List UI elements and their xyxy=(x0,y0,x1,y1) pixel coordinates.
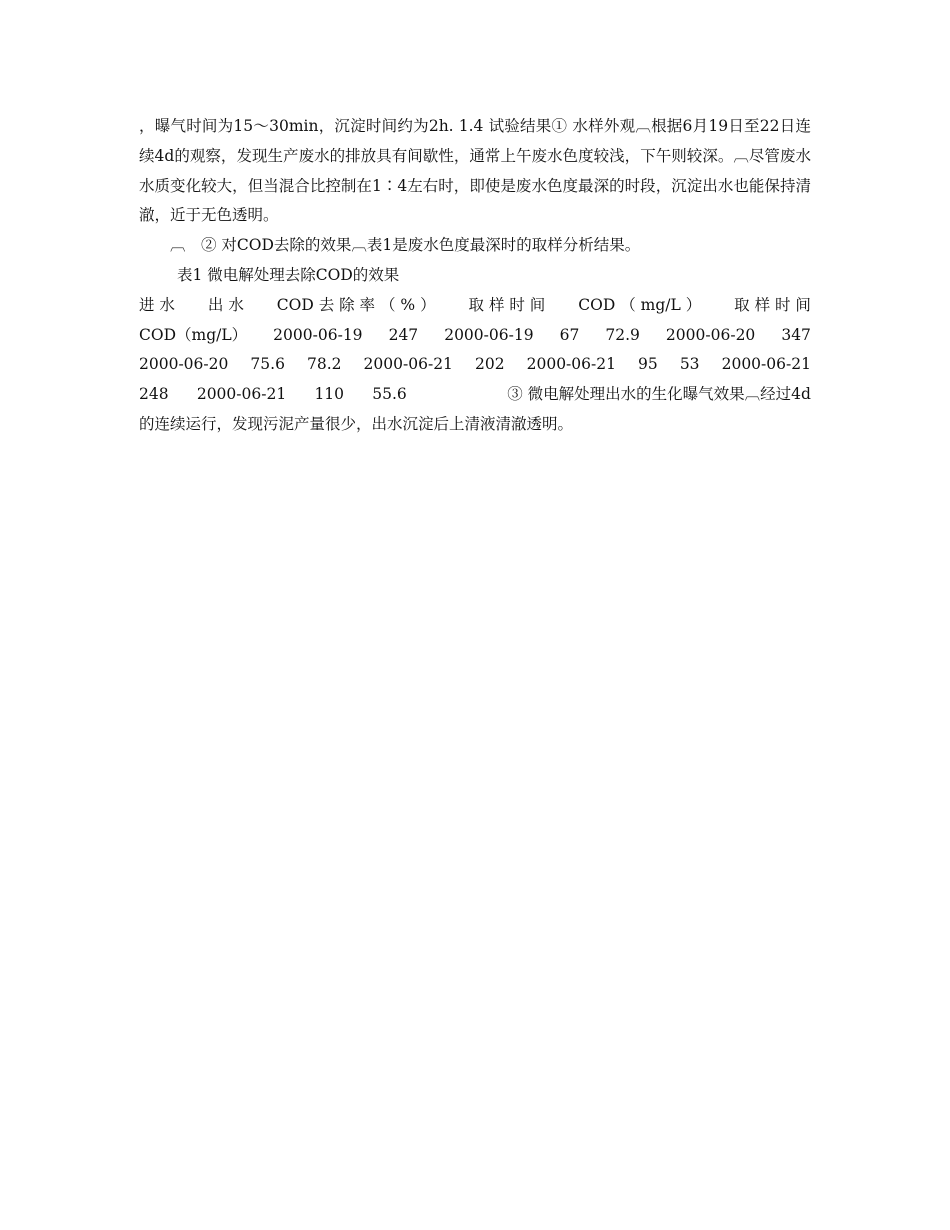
table-cell: COD 去 除 率 （ % ） xyxy=(276,295,436,314)
table-cell: 55.6 xyxy=(372,385,407,404)
table-cell: 2000-06-21 xyxy=(526,355,616,374)
table-cell: 取 样 时 间 xyxy=(734,295,811,314)
table-cell: 2000-06-19 xyxy=(444,325,534,344)
table-cell: 75.6 xyxy=(250,355,285,374)
table-cell: 进 水 xyxy=(139,295,175,314)
table-cell: 202 xyxy=(474,355,505,374)
table-caption: 表1 微电解处理去除COD的效果 xyxy=(177,265,400,284)
table-header-row xyxy=(139,291,811,321)
table-row-with-paragraph xyxy=(139,380,811,410)
table-cell: 247 xyxy=(388,325,419,344)
table-cell: 67 xyxy=(559,325,580,344)
table-cell: 2000-06-21 xyxy=(721,355,811,374)
document-body xyxy=(139,112,811,440)
table-cell: 2000-06-21 xyxy=(196,385,287,404)
table-cell: 2000-06-19 xyxy=(273,325,363,344)
paragraph-bio-aeration-start: ③ 微电解处理出水的生化曝气效果︹经过4d xyxy=(507,385,811,404)
table-cell: 78.2 xyxy=(306,355,342,374)
table-cell: COD （ mg/L ） xyxy=(578,295,702,314)
table-row xyxy=(139,350,811,380)
table-cell: 72.9 xyxy=(605,325,640,344)
table-cell: 110 xyxy=(314,385,345,404)
table-cell: 取 样 时 间 xyxy=(468,295,546,314)
table-cell: 2000-06-20 xyxy=(139,355,229,374)
paragraph-bio-aeration-end: 的连续运行，发现污泥产量很少，出水沉淀后上清液清澈透明。 xyxy=(139,414,574,433)
table-cell: 347 xyxy=(781,325,811,344)
table-cell: 出 水 xyxy=(207,295,244,314)
table-cell: 248 xyxy=(139,385,169,404)
table-cell: 95 xyxy=(638,355,658,374)
spacer xyxy=(435,380,479,410)
table-cell: 53 xyxy=(679,355,700,374)
paragraph-test-results: ，曝气时间为15～30min，沉淀时间约为2h. 1.4 试验结果① 水样外观︹根据6月19日至22日连续4d的观察，发现生产废水的排放具有间歇性，通常上午废水色度较浅，下午则较深。︹尽管废水水质变化较大，但当混合比控制在1∶4左右时，即使是废水色度最深的时段，沉淀出水也能保持清澈，近于无色透明。 xyxy=(139,117,811,225)
paragraph-cod-removal: ︹ ② 对COD去除的效果︹表1是废水色度最深时的取样分析结果。 xyxy=(170,236,641,255)
table-cell: COD（mg/L） xyxy=(139,325,248,344)
table-cell: 2000-06-21 xyxy=(363,355,453,374)
table-cell: 2000-06-20 xyxy=(665,325,756,344)
table-row xyxy=(139,321,811,351)
